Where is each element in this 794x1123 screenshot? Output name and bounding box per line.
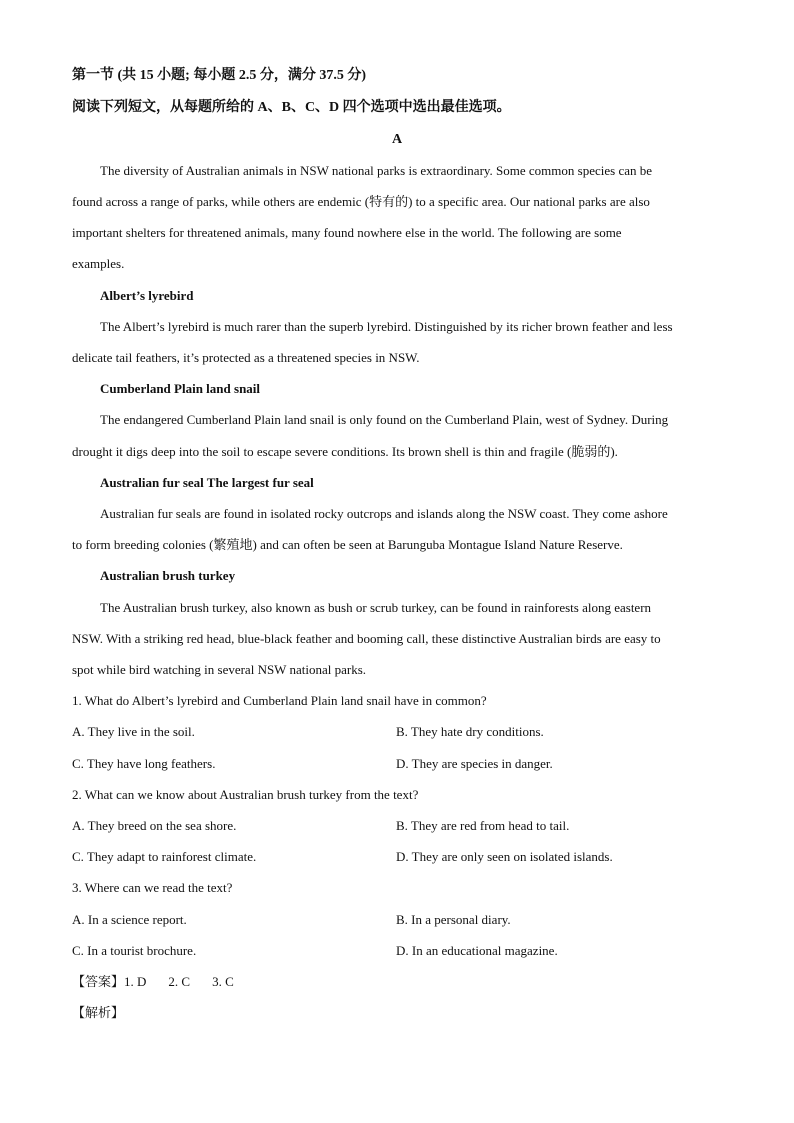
option-c: C. They adapt to rainforest climate. <box>72 849 257 864</box>
option-a: A. In a science report. <box>72 912 187 927</box>
passage-intro-line: found across a range of parks, while others are endemic (特有的) to a specific area. Our national parks are also <box>72 194 650 209</box>
option-a: A. They breed on the sea shore. <box>72 818 237 833</box>
section-heading: Cumberland Plain land snail <box>100 381 261 396</box>
option-d: D. In an educational magazine. <box>396 943 558 958</box>
answer-item: 2. C <box>168 974 191 989</box>
analysis-label: 【解析】 <box>72 1005 125 1020</box>
section-line: to form breeding colonies (繁殖地) and can often be seen at Barunguba Montague Island Nature Reserve. <box>72 537 623 552</box>
passage-intro-line: important shelters for threatened animals, many found nowhere else in the world. The following are some <box>72 225 622 240</box>
section-line: The Australian brush turkey, also known as bush or scrub turkey, can be found in rainforests along eastern <box>100 600 652 615</box>
question-stem: 3. Where can we read the text? <box>72 880 233 895</box>
option-b: B. In a personal diary. <box>396 912 511 927</box>
question-stem: 2. What can we know about Australian brush turkey from the text? <box>72 787 419 802</box>
question-stem: 1. What do Albert’s lyrebird and Cumberland Plain land snail have in common? <box>72 693 487 708</box>
section-line: drought it digs deep into the soil to escape severe conditions. Its brown shell is thin and fragile (脆弱的). <box>72 444 618 459</box>
section-heading: Australian fur seal The largest fur seal <box>100 475 314 490</box>
option-a: A. They live in the soil. <box>72 724 195 739</box>
passage-intro-line: The diversity of Australian animals in NSW national parks is extraordinary. Some common species can be <box>100 163 653 178</box>
answer-line <box>72 973 234 991</box>
answer-item: 3. C <box>212 974 234 989</box>
section-line: Australian fur seals are found in isolated rocky outcrops and islands along the NSW coast. They come ashore <box>100 506 668 521</box>
section-heading: Australian brush turkey <box>100 568 236 583</box>
section-header: 第一节 (共 15 小题; 每小题 2.5 分，满分 37.5 分) <box>72 68 366 83</box>
passage-letter: A <box>391 132 403 147</box>
option-d: D. They are only seen on isolated islands. <box>396 849 613 864</box>
instruction: 阅读下列短文，从每题所给的 A、B、C、D 四个选项中选出最佳选项。 <box>72 100 511 115</box>
section-line: NSW. With a striking red head, blue-black feather and booming call, these distinctive Australian birds are easy to <box>72 631 661 646</box>
option-c: C. They have long feathers. <box>72 756 216 771</box>
section-line: The endangered Cumberland Plain land snail is only found on the Cumberland Plain, west of Sydney. During <box>100 412 669 427</box>
section-line: The Albert’s lyrebird is much rarer than the superb lyrebird. Distinguished by its richer brown feather and less <box>100 319 673 334</box>
option-b: B. They are red from head to tail. <box>396 818 570 833</box>
section-line: spot while bird watching in several NSW national parks. <box>72 662 367 677</box>
option-c: C. In a tourist brochure. <box>72 943 197 958</box>
option-b: B. They hate dry conditions. <box>396 724 544 739</box>
option-d: D. They are species in danger. <box>396 756 553 771</box>
answer-item: 1. D <box>124 974 147 989</box>
section-line: delicate tail feathers, it’s protected as a threatened species in NSW. <box>72 350 420 365</box>
passage-intro-line: examples. <box>72 256 125 271</box>
section-heading: Albert’s lyrebird <box>100 288 194 303</box>
answer-label: 【答案】 <box>72 974 125 989</box>
